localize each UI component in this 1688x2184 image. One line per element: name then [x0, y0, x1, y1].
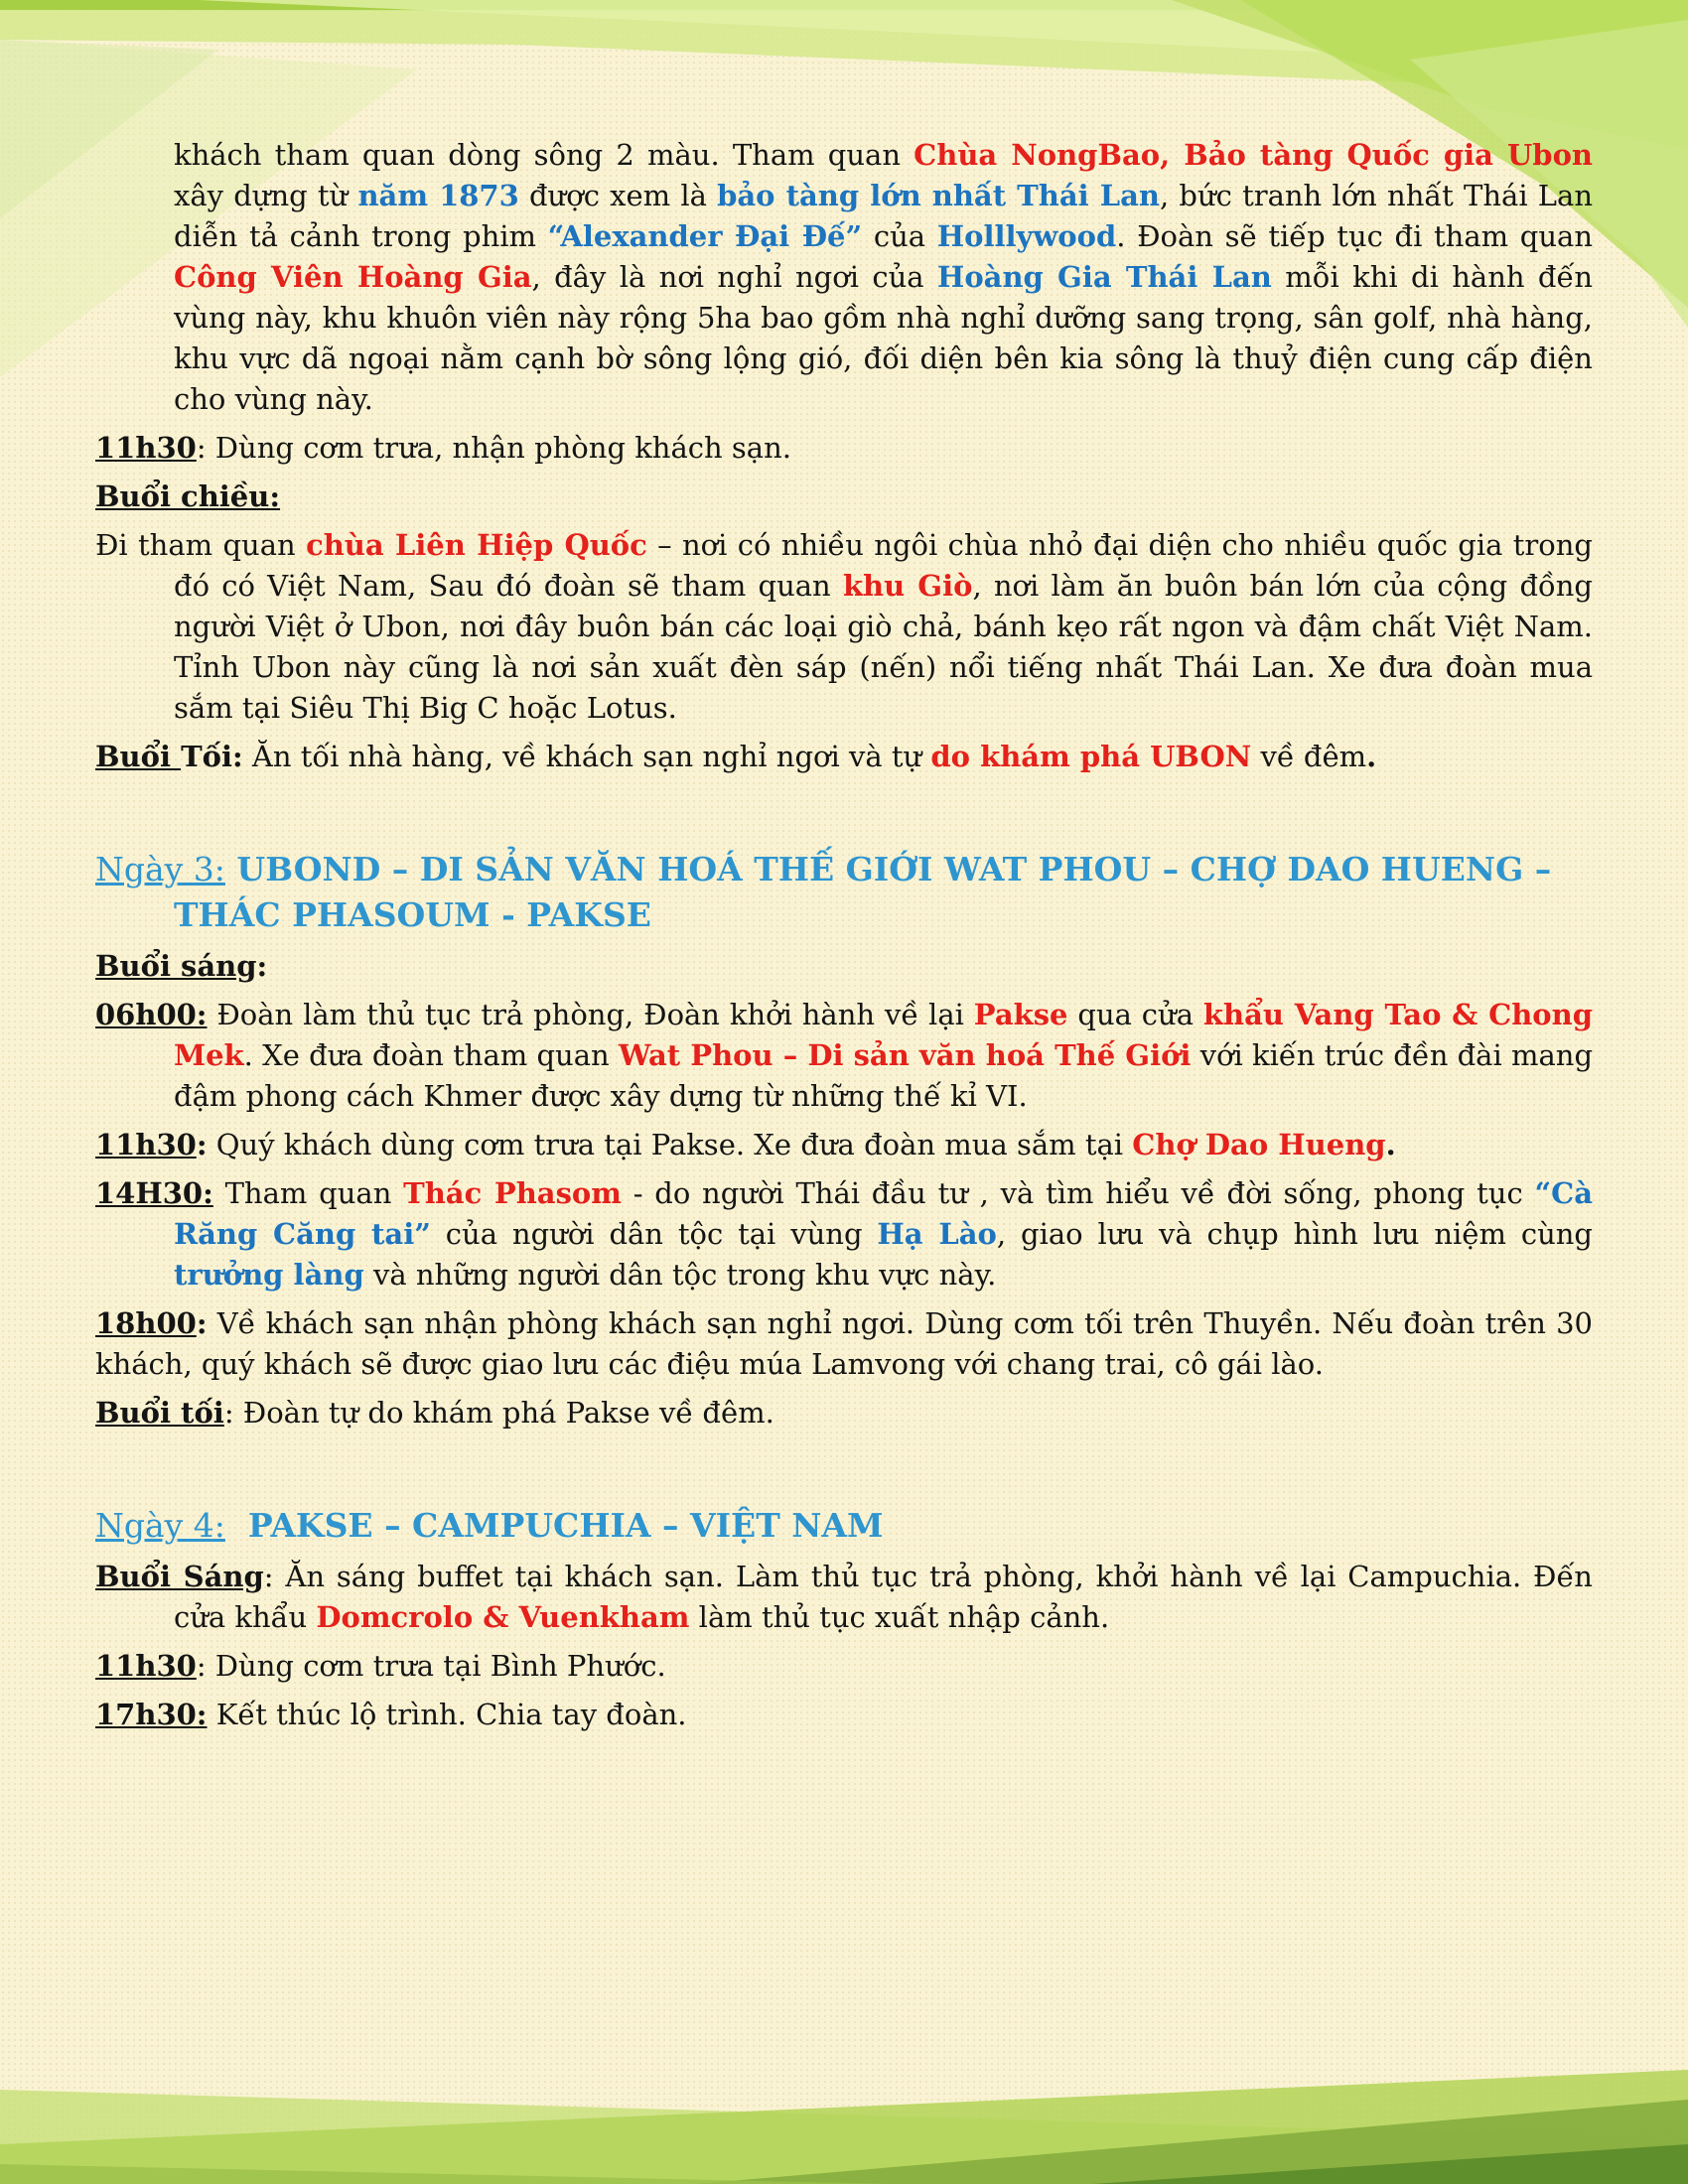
- highlight-place: Domcrolo & Vuenkham: [316, 1600, 690, 1634]
- text: , giao lưu và chụp hình lưu niệm cùng: [996, 1217, 1593, 1251]
- time-label: 11h30: [95, 1649, 197, 1683]
- text: :: [256, 949, 268, 983]
- highlight-place: Chợ Dao Hueng: [1132, 1128, 1386, 1161]
- time-label: Buổi sáng: [95, 949, 257, 983]
- day4-entry-1130: [95, 1646, 1593, 1687]
- highlight-place: Bảo tàng Quốc gia Ubon: [1184, 138, 1593, 172]
- highlight-place: Chùa NongBao: [914, 138, 1161, 172]
- time-label: 11h30: [95, 1128, 197, 1161]
- highlight-fact: bảo tàng lớn nhất Thái Lan: [717, 179, 1160, 212]
- text: .: [1366, 740, 1377, 773]
- day3-entry-1130: [95, 1125, 1593, 1165]
- text: khách tham quan dòng sông 2 màu. Tham quan: [174, 138, 914, 172]
- text: . Xe đưa đoàn tham quan: [243, 1038, 619, 1072]
- highlight-place: Pakse: [973, 998, 1068, 1031]
- highlight-fact: Hoàng Gia Thái Lan: [936, 260, 1272, 294]
- text: qua cửa: [1067, 998, 1203, 1031]
- highlight-place: Công Viên Hoàng Gia: [174, 260, 532, 294]
- day2-lunch: [95, 428, 1593, 469]
- highlight-place: khu Giò: [842, 569, 973, 603]
- text: : Dùng cơm trưa tại Bình Phước.: [196, 1649, 666, 1683]
- day-title: UBOND – DI SẢN VĂN HOÁ THẾ GIỚI WAT PHOU – CHỢ DAO HUENG – THÁC PHASOUM - PAKSE: [174, 850, 1552, 934]
- highlight-fact: năm 1873: [357, 179, 519, 212]
- day3-morning-heading: [95, 946, 1593, 987]
- text: :: [196, 1128, 208, 1161]
- time-label: 17h30:: [95, 1698, 208, 1731]
- text: - do người Thái đầu tư , và tìm hiểu về đời sống, phong tục: [621, 1176, 1535, 1210]
- text: : Ăn sáng buffet tại khách sạn. Làm thủ tục trả phòng, khởi hành về lại Campuchia. Đến cửa khẩu: [174, 1560, 1593, 1634]
- time-label: Buổi Sáng: [95, 1560, 264, 1593]
- text: Ăn tối nhà hàng, về khách sạn nghỉ ngơi và tự: [242, 740, 931, 773]
- text: Tham quan: [212, 1176, 404, 1210]
- day2-evening: [95, 737, 1593, 777]
- text: : Dùng cơm trưa, nhận phòng khách sạn.: [196, 431, 791, 465]
- day3-heading: [95, 847, 1593, 938]
- highlight-fact: trưởng làng: [174, 1258, 364, 1292]
- highlight-place: khẩu Vang Tao & Chong Mek: [174, 998, 1593, 1072]
- itinerary-document: [95, 135, 1593, 1743]
- time-label: 06h00:: [95, 998, 208, 1031]
- day3-entry-0600: [95, 995, 1593, 1117]
- day2-afternoon: [95, 525, 1593, 729]
- time-label: 11h30: [95, 431, 197, 465]
- highlight-fact: Holllywood: [936, 219, 1117, 253]
- text: và những người dân tộc trong khu vực này.: [363, 1258, 997, 1292]
- text: xây dựng từ: [174, 179, 358, 212]
- day3-evening: [95, 1393, 1593, 1433]
- day-title: PAKSE – CAMPUCHIA – VIỆT NAM: [224, 1506, 884, 1545]
- text: , đây là nơi nghỉ ngơi của: [531, 260, 937, 294]
- text: Đi tham quan: [95, 528, 307, 562]
- time-label: Buổi chiều:: [95, 479, 281, 513]
- time-label: Buổi tối: [95, 1396, 224, 1430]
- text: Kết thúc lộ trình. Chia tay đoàn.: [207, 1698, 687, 1731]
- day4-heading: [95, 1503, 1593, 1549]
- time-label: 14H30:: [95, 1176, 213, 1210]
- text: , nơi làm ăn buôn bán lớn của cộng đồng người Việt ở Ubon, nơi đây buôn bán các loại giò chả, bánh kẹo rất ngon và đậm chất Việt Nam. Tỉnh Ubon này cũng là nơi sản xuất đèn sáp (nến) nổi tiếng nhất Thái Lan. Xe đưa đoàn mua sắm tại Siêu Thị Big C hoặc Lotus.: [174, 569, 1593, 725]
- text: ,: [1160, 138, 1185, 172]
- text: với kiến trúc đền đài mang đậm phong cách Khmer được xây dựng từ những thế kỉ VI.: [174, 1038, 1594, 1113]
- text: Đoàn làm thủ tục trả phòng, Đoàn khởi hành về lại: [207, 998, 974, 1031]
- text: :: [196, 1306, 208, 1340]
- highlight-fact: Hạ Lào: [877, 1217, 997, 1251]
- text: của: [862, 219, 937, 253]
- highlight-place: Wat Phou – Di sản văn hoá Thế Giới: [618, 1038, 1192, 1072]
- highlight-fact: “Alexander Đại Đế”: [547, 219, 863, 253]
- highlight-place: do khám phá UBON: [930, 740, 1252, 773]
- day3-entry-1430: [95, 1173, 1593, 1296]
- time-label: 18h00: [95, 1306, 197, 1340]
- text: Về khách sạn nhận phòng khách sạn nghỉ ngơi. Dùng cơm tối trên Thuyền. Nếu đoàn trên 30 khách, quý khách sẽ được giao lưu các điệu múa Lamvong với chang trai, cô gái lào.: [95, 1306, 1593, 1381]
- highlight-place: chùa Liên Hiệp Quốc: [306, 528, 647, 562]
- time-label: Tối:: [181, 740, 243, 773]
- day4-morning: [95, 1557, 1593, 1638]
- text: – nơi có nhiều ngôi chùa nhỏ đại diện cho nhiều quốc gia trong đó có Việt Nam, Sau đó đoàn sẽ tham quan: [174, 528, 1593, 603]
- highlight-fact: “Cà Răng Căng tai”: [174, 1176, 1594, 1251]
- text: : Đoàn tự do khám phá Pakse về đêm.: [223, 1396, 774, 1430]
- time-label: Buổi: [95, 740, 182, 773]
- text: . Đoàn sẽ tiếp tục đi tham quan: [1116, 219, 1593, 253]
- afternoon-heading: [95, 477, 1593, 517]
- text: .: [1385, 1128, 1396, 1161]
- day4-entry-1730: [95, 1695, 1593, 1735]
- day2-morning-continuation: [95, 135, 1593, 420]
- text: , bức tranh lớn nhất Thái Lan diễn tả cảnh trong phim: [174, 179, 1594, 253]
- text: mỗi khi di hành đến vùng này, khu khuôn viên này rộng 5ha bao gồm nhà nghỉ dưỡng sang trọng, sân golf, nhà hàng, khu vực dã ngoại nằm cạnh bờ sông lộng gió, đối diện bên kia sông là thuỷ điện cung cấp điện cho vùng này.: [174, 260, 1593, 416]
- day-label: Ngày 3:: [95, 850, 225, 888]
- bottom-green-banner: [0, 2045, 1688, 2184]
- text: của người dân tộc tại vùng: [430, 1217, 878, 1251]
- day-label: Ngày 4:: [95, 1506, 225, 1545]
- text: Quý khách dùng cơm trưa tại Pakse. Xe đưa đoàn mua sắm tại: [207, 1128, 1133, 1161]
- text: được xem là: [518, 179, 718, 212]
- text: về đêm: [1251, 740, 1367, 773]
- text: làm thủ tục xuất nhập cảnh.: [689, 1600, 1110, 1634]
- day3-entry-1800: [95, 1303, 1593, 1385]
- highlight-place: Thác Phasom: [403, 1176, 622, 1210]
